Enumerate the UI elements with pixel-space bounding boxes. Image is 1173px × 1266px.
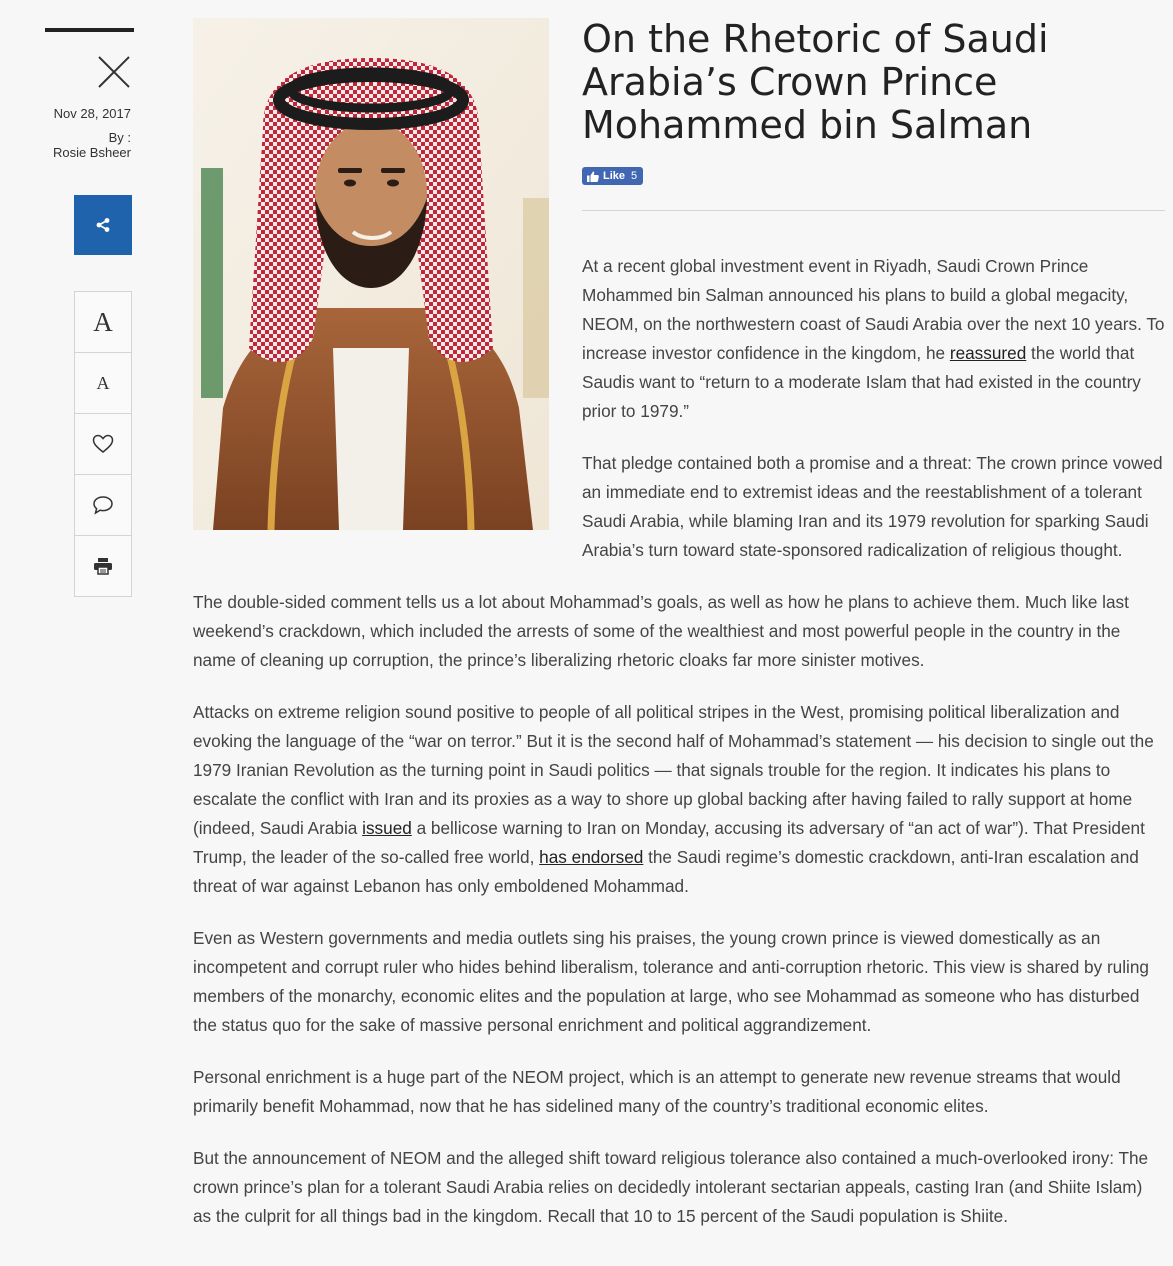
facebook-like-button[interactable] (582, 167, 643, 185)
like-count: 5 (631, 170, 638, 182)
print-button[interactable] (75, 536, 131, 596)
author-name[interactable]: Rosie Bsheer (52, 145, 131, 160)
font-increase-button[interactable] (75, 292, 131, 353)
byline-label: By : (108, 130, 131, 145)
has-endorsed-link[interactable]: has endorsed (539, 847, 644, 867)
close-icon (96, 54, 132, 90)
comment-icon (92, 495, 114, 515)
reassured-link[interactable]: reassured (949, 343, 1027, 363)
article-tools (74, 291, 132, 597)
title-divider (582, 210, 1165, 211)
paragraph-5: Even as Western governments and media outlets sing his praises, the young crown prince is viewed domestically as an incompetent and corrupt ruler who hides behind liberalism, tolerance and anti-corruption rhetoric. This view is shared by ruling members of the monarchy, economic elites and the population at large, who see Mohammad as someone who has disturbed the status quo for the sake of massive personal enrichment and political aggrandizement. (193, 928, 1149, 1035)
hero-portrait-image (193, 18, 549, 530)
font-decrease-button[interactable] (75, 353, 131, 414)
paragraph-4 (193, 698, 1165, 901)
issued-link[interactable]: issued (362, 818, 412, 838)
portrait-illustration (193, 18, 549, 530)
printer-icon (93, 557, 113, 575)
paragraph-1-text-b: the world that Saudis want to “return to a moderate Islam that had existed in the country prior to 1979.” (582, 343, 1141, 421)
publish-date: Nov 28, 2017 (53, 106, 131, 121)
close-button[interactable] (96, 54, 132, 90)
paragraph-7: But the announcement of NEOM and the alleged shift toward religious tolerance also contained a much-overlooked irony: The crown prince’s plan for a tolerant Saudi Arabia relies on decidedly intolerant sectarian appeals, casting Iran (and Shiite Islam) as the culprit for all things bad in the kingdom. Recall that 10 to 15 percent of the Saudi population is Shiite. (193, 1148, 1149, 1226)
paragraph-3: The double-sided comment tells us a lot about Mohammad’s goals, as well as how he plans to achieve them. Much like last weekend’s crackdown, which included the arrests of some of the wealthiest and most powerful people in the country in the name of cleaning up corruption, the prince’s liberalizing rhetoric cloaks far more sinister motives. (193, 592, 1129, 670)
share-icon (95, 217, 111, 233)
article (193, 18, 1165, 1254)
article-tool-rail (0, 0, 150, 1266)
font-increase-icon: A (93, 306, 113, 337)
paragraph-4-text-a: Attacks on extreme religion sound positive to people of all political stripes in the West, promising political liberalization and evoking the language of the “war on terror.” But it is the second half of Mohammad’s statement — his decision to single out the 1979 Iranian Revolution as the turning point in Saudi politics — that signals trouble for the region. It indicates his plans to escalate the conflict with Iran and its proxies as a way to shore up global backing after having failed to rally support at home (indeed, Saudi Arabia (193, 702, 1154, 838)
paragraph-4-text-c: the Saudi regime’s domestic crackdown, anti-Iran escalation and threat of war against Lebanon has only emboldened Mohammad. (193, 847, 1139, 896)
paragraph-4-text-b: a bellicose warning to Iran on Monday, accusing its adversary of “an act of war”). That President Trump, the leader of the so-called free world, (193, 818, 1145, 867)
paragraph-2: That pledge contained both a promise and a threat: The crown prince vowed an immediate end to extremist ideas and the reestablishment of a tolerant Saudi Arabia, while blaming Iran and its 1979 revolution for sparking Saudi Arabia’s turn toward state-sponsored radicalization of religious thought. (582, 453, 1163, 560)
heart-icon (92, 434, 114, 454)
paragraph-1-text-a: At a recent global investment event in Riyadh, Saudi Crown Prince Mohammed bin Salman announced his plans to build a global megacity, NEOM, on the northwestern coast of Saudi Arabia over the next 10 years. To increase investor confidence in the kingdom, he (582, 256, 1165, 363)
comment-button[interactable] (75, 475, 131, 536)
font-decrease-icon: A (96, 372, 110, 393)
article-title: On the Rhetoric of Saudi Arabia’s Crown Prince Mohammed bin Salman (582, 17, 1049, 147)
share-button[interactable] (74, 195, 132, 255)
thumbs-up-icon (587, 171, 599, 182)
favorite-button[interactable] (75, 414, 131, 475)
like-label: Like (603, 170, 626, 182)
rail-top-bar (45, 28, 134, 32)
paragraph-6: Personal enrichment is a huge part of the NEOM project, which is an attempt to generate new revenue streams that would primarily benefit Mohammad, now that he has sidelined many of the country’s traditional economic elites. (193, 1067, 1121, 1116)
